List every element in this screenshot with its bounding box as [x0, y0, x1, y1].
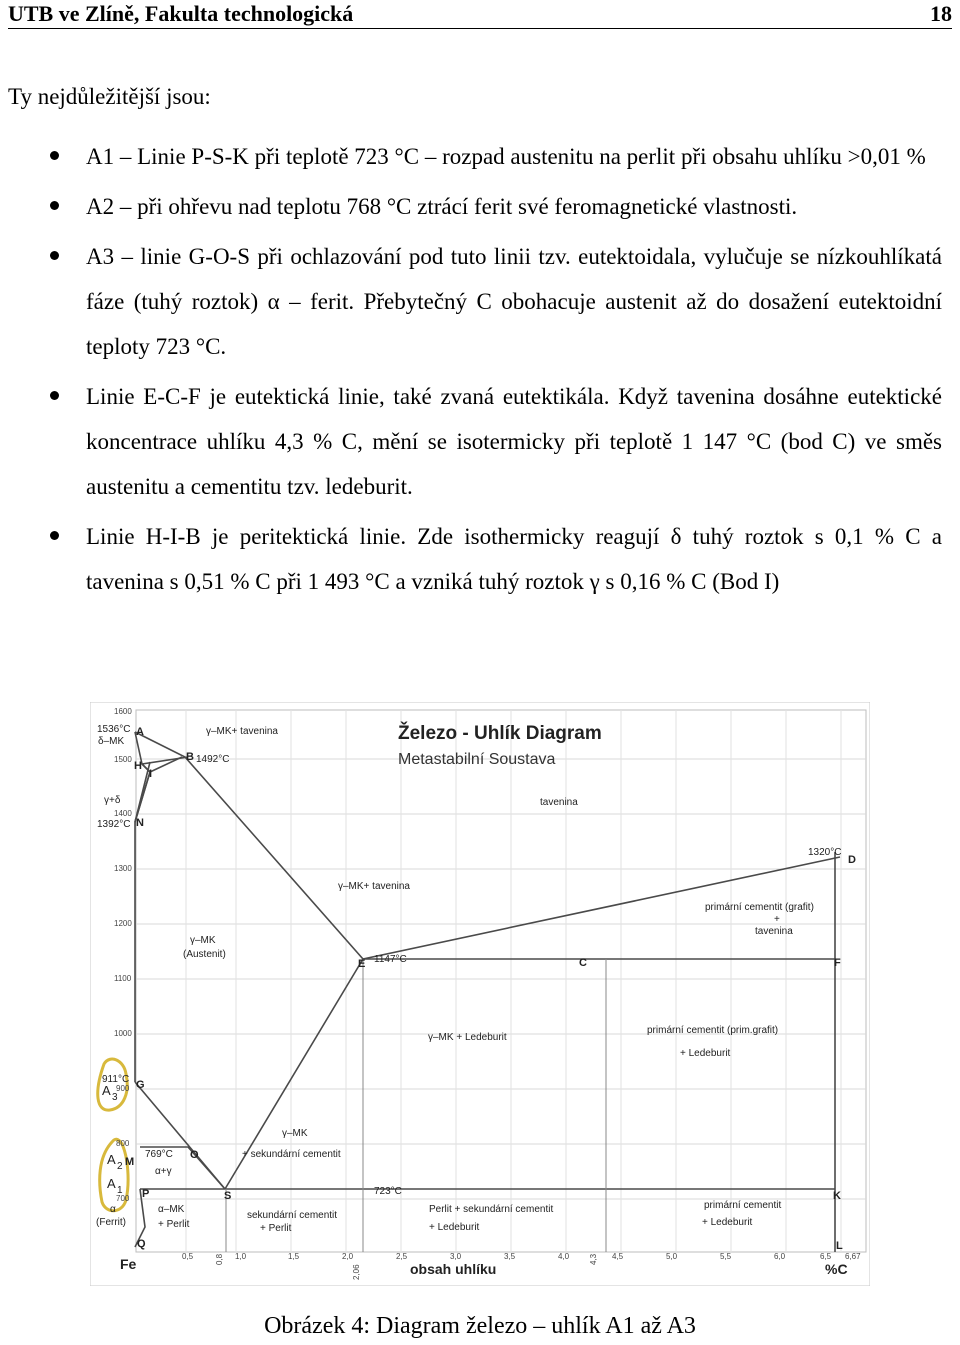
header-title: UTB ve Zlíně, Fakulta technologická [8, 1, 354, 26]
region-label: tavenina [540, 797, 578, 808]
list-item-text: A3 – linie G-O-S při ochlazování pod tuto linii tzv. eutektoidala, vylučuje se nízkouhlíkatá fáze (tuhý roztok) α – ferit. Přebytečný C obohacuje austenit až do dosažení eutektoidní teploty 723 °C. [86, 244, 942, 359]
region-label: + Perlit [260, 1223, 292, 1234]
intro-text: Ty nejdůležitější jsou: [8, 84, 211, 109]
region-label: (Austenit) [183, 949, 226, 960]
x-axis-label: obsah uhlíku [410, 1261, 497, 1277]
region-label: α+γ [155, 1166, 172, 1177]
point-label: Q [137, 1238, 146, 1250]
list-item [0, 374, 960, 509]
point-label: P [142, 1188, 150, 1200]
y-tick: 1500 [114, 755, 132, 764]
point-label: A [136, 726, 144, 738]
temperature-label: 1536°C [97, 724, 131, 735]
x-tick: 3,5 [504, 1252, 516, 1261]
y-tick: 800 [116, 1139, 130, 1148]
x-tick-vertical: 0,8 [215, 1253, 224, 1265]
x-tick: 4,0 [558, 1252, 570, 1261]
y-tick: 1200 [114, 919, 132, 928]
annotation-a2: A [107, 1152, 116, 1167]
page-header [8, 0, 952, 29]
list-item [0, 234, 960, 369]
x-tick: 5,0 [666, 1252, 678, 1261]
x-tick: 3,0 [450, 1252, 462, 1261]
region-label: δ–MK [98, 736, 125, 747]
point-label: O [190, 1149, 199, 1161]
region-label: + sekundární cementit [242, 1149, 341, 1160]
x-tick: 2,0 [342, 1252, 354, 1261]
annotation-a2-sub: 2 [117, 1161, 123, 1172]
region-label: primární cementit (prim.grafit) [647, 1025, 779, 1036]
list-item-text: Linie E-C-F je eutektická linie, také zvaná eutektikála. Když tavenina dosáhne eutektické koncentrace uhlíku 4,3 % C, mění se isotermicky při teplotě 1 147 °C (bod C) ve směs austenitu a cementitu tzv. ledeburit. [86, 384, 942, 499]
region-label: γ–MK+ tavenina [206, 726, 278, 737]
percent-c-label: %C [825, 1261, 848, 1277]
temperature-label: 723°C [374, 1186, 402, 1197]
region-label: + Perlit [158, 1219, 190, 1230]
annotation-a3: A [102, 1083, 111, 1098]
diagram-subtitle: Metastabilní Soustava [398, 751, 556, 768]
x-tick: 2,5 [396, 1252, 408, 1261]
region-label: primární cementit (grafit) [705, 902, 814, 913]
x-tick: 1,5 [288, 1252, 300, 1261]
annotation-a1: A [107, 1176, 116, 1191]
bullet-icon [50, 531, 59, 540]
list-item [0, 134, 960, 179]
region-label: + Ledeburit [429, 1222, 480, 1233]
region-label: primární cementit [704, 1200, 782, 1211]
region-label: γ+δ [104, 795, 121, 806]
diagram-title: Železo - Uhlík Diagram [398, 723, 602, 744]
y-tick: 1000 [114, 1029, 132, 1038]
x-tick-vertical: 2,06 [352, 1264, 361, 1280]
point-label: N [136, 817, 144, 829]
point-label: D [848, 854, 856, 866]
point-label: M [125, 1156, 135, 1168]
diagram-svg [90, 702, 870, 1286]
y-tick: 900 [116, 1084, 130, 1093]
region-label: γ–MK [190, 935, 216, 946]
region-label: + Ledeburit [680, 1048, 731, 1059]
bullet-list [0, 134, 960, 609]
x-tick: 0,5 [182, 1252, 194, 1261]
temperature-label: 1492°C [196, 754, 230, 765]
bullet-icon [50, 251, 59, 260]
list-item-text: A2 – při ohřevu nad teplotu 768 °C ztrácí ferit své feromagnetické vlastnosti. [86, 194, 798, 219]
y-tick: 1400 [114, 809, 132, 818]
region-label: tavenina [755, 926, 793, 937]
region-label: α–MK [158, 1204, 185, 1215]
region-label: sekundární cementit [247, 1210, 338, 1221]
point-label: I [149, 768, 153, 780]
y-tick: 1300 [114, 864, 132, 873]
temperature-label: 1392°C [97, 819, 131, 830]
point-label: S [224, 1190, 232, 1202]
bullet-icon [50, 391, 59, 400]
point-label: F [834, 957, 841, 969]
bullet-icon [50, 201, 59, 210]
x-tick: 6,67 [845, 1252, 861, 1261]
list-item-text: Linie H-I-B je peritektická linie. Zde isothermicky reagují δ tuhý roztok s 0,1 % C a tavenina s 0,51 % C při 1 493 °C a vzniká tuhý roztok γ s 0,16 % C (Bod I) [86, 524, 942, 594]
x-tick: 6,0 [774, 1252, 786, 1261]
bullet-icon [50, 151, 59, 160]
list-item [0, 184, 960, 229]
point-label: E [358, 958, 366, 970]
x-tick: 4,5 [612, 1252, 624, 1261]
region-label: (Ferrit) [96, 1217, 126, 1228]
list-item [0, 514, 960, 604]
temperature-label: 911°C [102, 1074, 130, 1085]
point-label: B [186, 751, 194, 763]
region-label: + [774, 914, 780, 925]
list-item-text: A1 – Linie P-S-K při teplotě 723 °C – rozpad austenitu na perlit při obsahu uhlíku >0,01 % [86, 144, 926, 169]
region-label: + Ledeburit [702, 1217, 753, 1228]
temperature-label: 1147°C [374, 954, 407, 965]
point-label: H [134, 760, 142, 772]
temperature-label: 1320°C [808, 847, 842, 858]
annotation-a1-sub: 1 [117, 1185, 123, 1196]
point-label: L [836, 1240, 843, 1252]
fe-label: Fe [120, 1256, 137, 1272]
y-tick: 700 [116, 1194, 130, 1203]
region-label: γ–MK+ tavenina [338, 881, 410, 892]
figure-caption: Obrázek 4: Diagram železo – uhlík A1 až A3 [264, 1313, 696, 1339]
region-label: γ–MK [282, 1128, 308, 1139]
point-label: C [579, 957, 587, 969]
x-tick: 1,0 [235, 1252, 247, 1261]
region-label: α [110, 1204, 116, 1215]
temperature-label: 769°C [145, 1149, 173, 1160]
x-tick: 6,5 [820, 1252, 832, 1261]
y-tick: 1600 [114, 707, 132, 716]
page-number: 18 [930, 1, 952, 26]
point-label: G [136, 1079, 145, 1091]
region-label: Perlit + sekundární cementit [429, 1204, 554, 1215]
iron-carbon-diagram [90, 702, 870, 1286]
x-tick: 5,5 [720, 1252, 732, 1261]
y-tick: 1100 [114, 974, 132, 983]
region-label: γ–MK + Ledeburit [428, 1032, 507, 1043]
x-tick-vertical: 4,3 [589, 1253, 598, 1265]
point-label: K [833, 1190, 841, 1202]
annotation-a3-sub: 3 [112, 1092, 118, 1103]
